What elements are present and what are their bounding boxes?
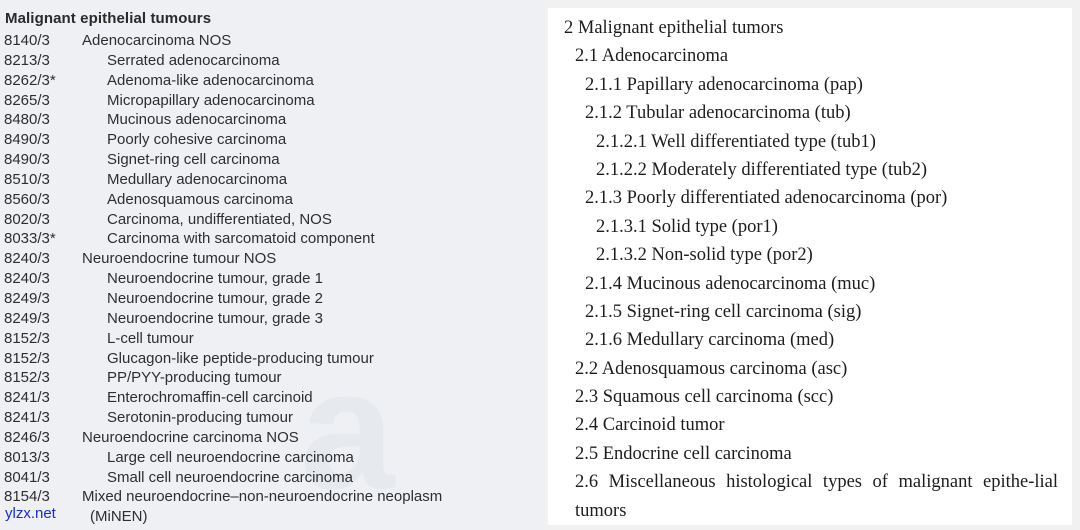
tumour-name: Mucinous adenocarcinoma — [107, 111, 287, 129]
icd-o-code: 8510/3 — [4, 170, 50, 188]
tumour-name: Small cell neuroendocrine carcinoma — [107, 468, 353, 486]
tumour-name: Adenocarcinoma NOS — [82, 32, 232, 49]
tumour-name: Micropapillary adenocarcinoma — [107, 91, 315, 109]
japanese-classification-panel — [548, 8, 1072, 525]
icd-o-code: 8020/3 — [4, 210, 50, 228]
tumour-name: Neuroendocrine carcinoma NOS — [82, 428, 299, 446]
tumour-name: Serotonin-producing tumour — [107, 409, 293, 427]
tumour-name: Neuroendocrine tumour, grade 2 — [107, 289, 323, 307]
icd-o-code: 8249/3 — [4, 309, 50, 327]
tumour-name: Neuroendocrine tumour NOS — [82, 250, 277, 268]
icd-o-code: 8033/3* — [4, 230, 56, 248]
outline-item: 2.1.1 Papillary adenocarcinoma (pap) — [585, 74, 863, 95]
outline-item: 2.1.3.1 Solid type (por1) — [596, 216, 778, 237]
icd-o-code: 8152/3 — [4, 349, 50, 367]
tumour-name: Large cell neuroendocrine carcinoma — [107, 448, 354, 466]
tumour-name: Poorly cohesive carcinoma — [107, 131, 287, 149]
outline-item: 2.1.5 Signet-ring cell carcinoma (sig) — [585, 301, 862, 322]
icd-o-code: 8240/3 — [4, 250, 50, 268]
tumour-name: Serrated adenocarcinoma — [107, 51, 280, 69]
outline-item: 2.4 Carcinoid tumor — [575, 415, 725, 436]
tumour-name: Mixed neuroendocrine–non-neuroendocrine neoplasm — [82, 488, 443, 506]
watermark-letter: a — [300, 335, 395, 525]
icd-o-code: 8246/3 — [4, 428, 50, 446]
tumour-name: Medullary adenocarcinoma — [107, 170, 288, 188]
outline-item: 2.1 Adenocarcinoma — [575, 46, 729, 67]
outline-item: 2 Malignant epithelial tumors — [564, 18, 784, 38]
outline-item: 2.1.2.2 Moderately differentiated type (tub2) — [596, 159, 928, 180]
site-label[interactable]: ylzx.net — [5, 505, 56, 522]
icd-o-code: 8241/3 — [4, 389, 50, 407]
outline-item: 2.1.6 Medullary carcinoma (med) — [585, 330, 835, 351]
tumour-name: Neuroendocrine tumour, grade 3 — [107, 309, 323, 327]
outline-item-last: 2.6 Miscellaneous histological types of malignant epithe-lial tumors — [575, 472, 1058, 521]
icd-o-code: 8154/3 — [4, 488, 50, 506]
tumour-name: Carcinoma with sarcomatoid component — [107, 230, 375, 248]
outline-item: 2.2 Adenosquamous carcinoma (asc) — [575, 358, 848, 379]
icd-o-code: 8560/3 — [4, 190, 50, 208]
tumour-name: Signet-ring cell carcinoma — [107, 151, 280, 169]
outline-item: 2.5 Endocrine cell carcinoma — [575, 443, 792, 464]
outline-item: 2.1.2.1 Well differentiated type (tub1) — [596, 131, 876, 152]
icd-o-code: 8013/3 — [4, 448, 50, 466]
outline-item: 2.3 Squamous cell carcinoma (scc) — [575, 387, 834, 408]
tumour-name: L-cell tumour — [107, 329, 194, 347]
icd-o-code: 8241/3 — [4, 409, 50, 427]
icd-o-code: 8152/3 — [4, 369, 50, 387]
icd-o-code: 8213/3 — [4, 51, 50, 69]
section-heading: Malignant epithelial tumours — [5, 10, 212, 27]
tumour-name: Glucagon-like peptide-producing tumour — [107, 349, 374, 367]
icd-o-code: 8490/3 — [4, 131, 50, 149]
tumour-name: Adenoma-like adenocarcinoma — [107, 71, 314, 89]
tumour-name: (MiNEN) — [90, 508, 148, 526]
tumour-name: PP/PYY-producing tumour — [107, 369, 282, 387]
outline-item: 2.1.2 Tubular adenocarcinoma (tub) — [585, 103, 851, 124]
icd-o-code: 8041/3 — [4, 468, 50, 486]
outline-item: 2.1.3 Poorly differentiated adenocarcinoma (por) — [585, 188, 948, 209]
outline-item: 2.1.3.2 Non-solid type (por2) — [596, 245, 813, 266]
icd-o-code: 8140/3 — [4, 32, 50, 49]
icd-o-code: 8152/3 — [4, 329, 50, 347]
tumour-name: Adenosquamous carcinoma — [107, 190, 293, 208]
outline-item: 2.1.4 Mucinous adenocarcinoma (muc) — [585, 273, 876, 294]
tumour-name: Enterochromaffin-cell carcinoid — [107, 389, 313, 407]
outline-list — [548, 14, 1072, 525]
icd-o-code: 8265/3 — [4, 91, 50, 109]
icd-o-code: 8480/3 — [4, 111, 50, 129]
icd-o-code: 8240/3 — [4, 270, 50, 288]
icd-o-code: 8249/3 — [4, 289, 50, 307]
icd-o-code: 8490/3 — [4, 151, 50, 169]
tumour-name: Neuroendocrine tumour, grade 1 — [107, 270, 323, 288]
tumour-name: Carcinoma, undifferentiated, NOS — [107, 210, 332, 228]
icd-o-code: 8262/3* — [4, 71, 56, 89]
